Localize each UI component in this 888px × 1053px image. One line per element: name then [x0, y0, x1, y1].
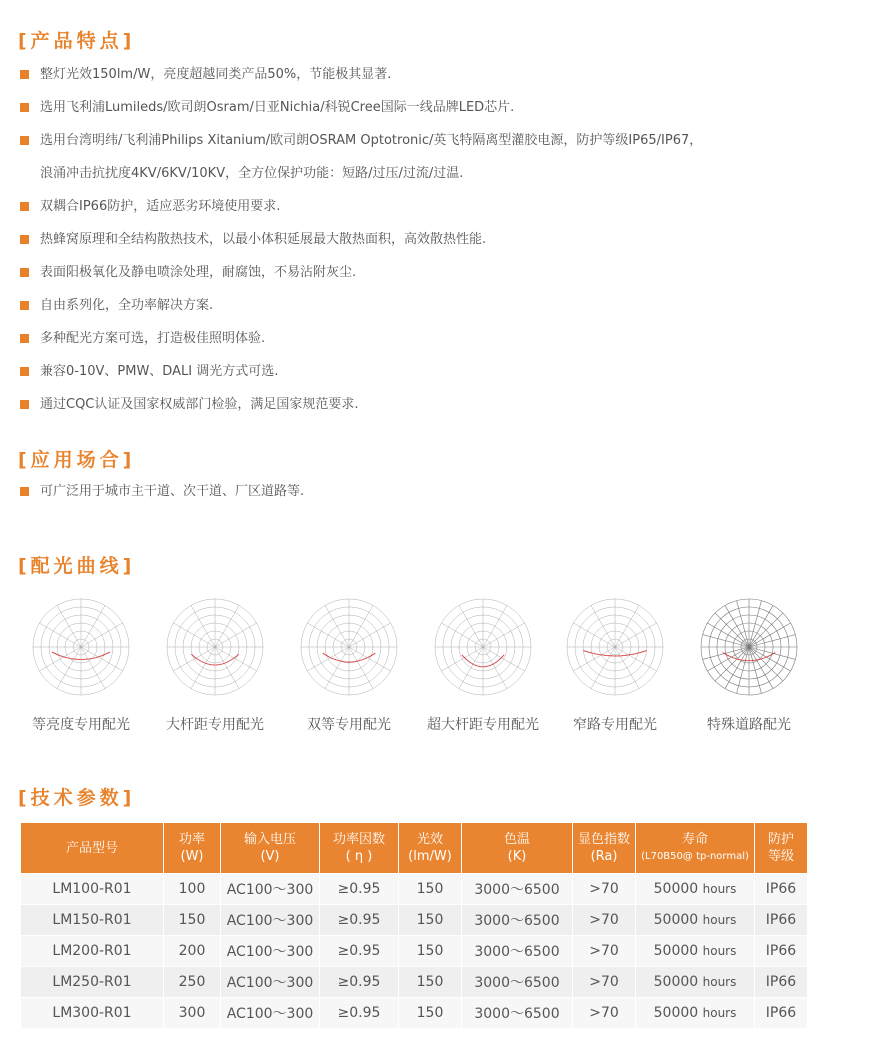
table-cell: 3000～6500	[462, 905, 573, 936]
table-cell: 3000～6500	[462, 998, 573, 1029]
header-cell: 输入电压 (V)	[221, 823, 320, 874]
table-cell: IP66	[755, 998, 808, 1029]
list-item: 选用飞利浦Lumileds/欧司朗Osram/日亚Nichia/科锐Cree国际一线品牌LED芯片.	[20, 100, 702, 116]
square-bullet-icon	[20, 103, 29, 112]
table-cell: 300	[164, 998, 221, 1029]
table-cell: 250	[164, 967, 221, 998]
table-cell: 3000～6500	[462, 874, 573, 905]
table-cell: 50000 hours	[636, 874, 755, 905]
table-cell: >70	[573, 998, 636, 1029]
table-cell: 50000 hours	[636, 936, 755, 967]
table-cell: 150	[399, 998, 462, 1029]
polar-curve-diagram	[26, 592, 136, 702]
table-cell: ≥0.95	[320, 936, 399, 967]
table-cell: >70	[573, 967, 636, 998]
polar-curve-diagram	[694, 592, 804, 702]
features-list	[20, 67, 702, 413]
list-item: 选用台湾明纬/飞利浦Philips Xitanium/欧司朗OSRAM Optotronic/英飞特隔离型灌胶电源，防护等级IP65/IP67，	[20, 133, 702, 149]
table-cell: AC100～300	[221, 967, 320, 998]
curve-label: 等亮度专用配光	[32, 717, 130, 733]
features-title: [产品特点]	[18, 30, 136, 52]
square-bullet-icon	[20, 136, 29, 145]
table-cell: 200	[164, 936, 221, 967]
table-cell: 3000～6500	[462, 967, 573, 998]
polar-curve-diagram	[560, 592, 670, 702]
table-cell: IP66	[755, 874, 808, 905]
table-cell: AC100～300	[221, 874, 320, 905]
specs-table	[21, 823, 808, 1028]
specs-title: [技术参数]	[18, 787, 136, 809]
table-cell: 100	[164, 874, 221, 905]
table-cell: LM250-R01	[21, 967, 164, 998]
table-cell: 150	[399, 967, 462, 998]
square-bullet-icon	[20, 70, 29, 79]
table-header-row	[21, 823, 808, 874]
curve-label: 大杆距专用配光	[166, 717, 264, 733]
header-cell: 产品型号	[21, 823, 164, 874]
list-item: 热蜂窝原理和全结构散热技术，以最小体积延展最大散热面积，高效散热性能.	[20, 232, 702, 248]
curve-label: 超大杆距专用配光	[427, 717, 539, 733]
square-bullet-icon	[20, 268, 29, 277]
table-cell: LM100-R01	[21, 874, 164, 905]
table-cell: 150	[399, 905, 462, 936]
table-cell: 150	[164, 905, 221, 936]
square-bullet-icon	[20, 301, 29, 310]
table-cell: LM300-R01	[21, 998, 164, 1029]
list-item: 表面阳极氧化及静电喷涂处理，耐腐蚀，不易沾附灰尘.	[20, 265, 702, 281]
light-distribution-title: [配光曲线]	[18, 555, 136, 577]
list-item: 自由系列化，全功率解决方案.	[20, 298, 702, 314]
table-cell: 150	[399, 874, 462, 905]
table-cell: AC100～300	[221, 998, 320, 1029]
square-bullet-icon	[20, 202, 29, 211]
table-cell: >70	[573, 936, 636, 967]
header-cell: 寿命 (L70B50@ tp-normal)	[636, 823, 755, 874]
polar-curve-diagram	[428, 592, 538, 702]
table-cell: ≥0.95	[320, 967, 399, 998]
applications-list	[20, 484, 304, 500]
table-row	[21, 998, 808, 1029]
table-cell: >70	[573, 905, 636, 936]
curve-label: 特殊道路配光	[707, 717, 791, 733]
table-cell: ≥0.95	[320, 998, 399, 1029]
table-cell: ≥0.95	[320, 874, 399, 905]
list-item-continuation: 浪涌冲击抗扰度4KV/6KV/10KV，全方位保护功能：短路/过压/过流/过温.	[40, 166, 464, 181]
curve-label: 双等专用配光	[307, 717, 391, 733]
curve-label: 窄路专用配光	[573, 717, 657, 733]
header-cell: 色温 (K)	[462, 823, 573, 874]
square-bullet-icon	[20, 334, 29, 343]
square-bullet-icon	[20, 367, 29, 376]
table-cell: 150	[399, 936, 462, 967]
header-cell: 光效 (lm/W)	[399, 823, 462, 874]
list-item: 双耦合IP66防护，适应恶劣环境使用要求.	[20, 199, 702, 215]
table-cell: 50000 hours	[636, 905, 755, 936]
table-cell: 50000 hours	[636, 967, 755, 998]
list-item: 多种配光方案可选，打造极佳照明体验.	[20, 331, 702, 347]
table-cell: >70	[573, 874, 636, 905]
square-bullet-icon	[20, 487, 29, 496]
list-item: 通过CQC认证及国家权威部门检验，满足国家规范要求.	[20, 397, 702, 413]
table-cell: 3000～6500	[462, 936, 573, 967]
header-cell: 显色指数 (Ra)	[573, 823, 636, 874]
table-row	[21, 936, 808, 967]
table-cell: IP66	[755, 936, 808, 967]
table-cell: IP66	[755, 967, 808, 998]
table-cell: AC100～300	[221, 905, 320, 936]
table-cell: 50000 hours	[636, 998, 755, 1029]
polar-curves-row	[14, 592, 814, 742]
list-item: 可广泛用于城市主干道、次干道、厂区道路等.	[20, 484, 304, 500]
square-bullet-icon	[20, 235, 29, 244]
header-cell: 防护 等级	[755, 823, 808, 874]
table-row	[21, 874, 808, 905]
square-bullet-icon	[20, 400, 29, 409]
table-cell: LM150-R01	[21, 905, 164, 936]
header-cell: 功率 (W)	[164, 823, 221, 874]
table-cell: LM200-R01	[21, 936, 164, 967]
table-cell: IP66	[755, 905, 808, 936]
table-cell: AC100～300	[221, 936, 320, 967]
polar-curve-diagram	[294, 592, 404, 702]
applications-title: [应用场合]	[18, 449, 136, 471]
list-item: 整灯光效150lm/W，亮度超越同类产品50%，节能极其显著.	[20, 67, 702, 83]
table-cell: ≥0.95	[320, 905, 399, 936]
header-cell: 功率因数 ( η )	[320, 823, 399, 874]
list-item: 兼容0-10V、PMW、DALI 调光方式可选.	[20, 364, 702, 380]
table-row	[21, 967, 808, 998]
polar-curve-diagram	[160, 592, 270, 702]
table-row	[21, 905, 808, 936]
